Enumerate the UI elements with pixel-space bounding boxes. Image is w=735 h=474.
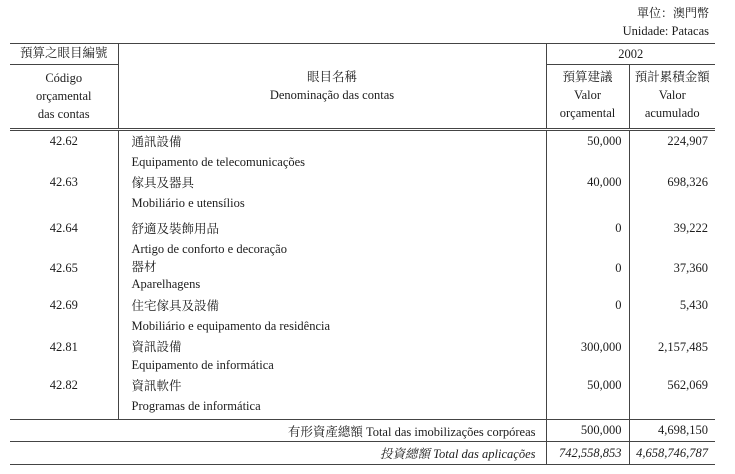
accum-header-pt-2: acumulado (644, 106, 700, 120)
table-row (10, 215, 715, 259)
header-row-year (10, 44, 715, 65)
table-row (10, 296, 715, 338)
code-header-pt-2: orçamental (35, 89, 92, 103)
row-code: 42.64 (49, 220, 78, 235)
budget-header-pt-1: Valor (573, 88, 602, 102)
subtotal-budget: 500,000 (546, 420, 629, 442)
row-name (118, 215, 546, 259)
row-name-zh: 通訊設備 (131, 135, 182, 149)
row-name-pt: Mobiliário e utensílios (131, 195, 245, 210)
table-row (10, 338, 715, 376)
row-accum: 698,326 (629, 173, 715, 215)
row-code: 42.81 (49, 339, 78, 354)
row-name-pt: Equipamento de informática (131, 357, 274, 372)
row-budget: 50,000 (546, 376, 629, 420)
row-name-zh: 舒適及裝飾用品 (131, 221, 220, 236)
name-header-zh: 眼目名稱 (306, 70, 357, 84)
table-row (10, 130, 715, 173)
row-name-zh: 資訊軟件 (131, 378, 182, 393)
row-code: 42.82 (49, 377, 78, 392)
row-name-pt: Mobiliário e equipamento da residência (131, 318, 331, 333)
row-name (118, 130, 546, 173)
row-name-zh: 器材 (131, 259, 157, 274)
code-header-pt-3: das contas (37, 107, 90, 121)
row-code: 42.62 (49, 134, 78, 148)
budget-header-pt-2: orçamental (559, 106, 616, 120)
budget-table (10, 43, 715, 465)
row-name-pt: Artigo de conforto e decoração (131, 241, 287, 256)
row-name-pt: Equipamento de telecomunicações (131, 155, 306, 169)
total-budget: 742,558,853 (546, 442, 629, 465)
row-budget: 300,000 (546, 338, 629, 376)
accum-header-zh: 預計累積金額 (634, 70, 710, 84)
year-header: 2002 (546, 44, 715, 65)
row-name (118, 376, 546, 420)
row-code: 42.65 (49, 260, 78, 275)
row-budget: 0 (546, 296, 629, 338)
subtotal-row (10, 420, 715, 442)
name-header (118, 44, 546, 130)
name-header-pt: Denominação das contas (269, 88, 395, 102)
account-rows (10, 130, 715, 420)
row-name (118, 259, 546, 296)
accum-header-pt-1: Valor (658, 88, 686, 102)
code-header-zh: 預算之眼目編號 (10, 44, 118, 65)
budget-header-zh: 預算建議 (562, 70, 613, 84)
row-budget: 50,000 (546, 130, 629, 173)
row-budget: 40,000 (546, 173, 629, 215)
unit-label-pt: Unidade: Patacas (622, 24, 709, 38)
row-accum: 37,360 (629, 259, 715, 296)
accum-header (629, 65, 715, 130)
row-budget: 0 (546, 215, 629, 259)
total-label: 投資總額 Total das aplicações (10, 442, 546, 465)
subtotal-label: 有形資產總額 Total das imobilizações corpóreas (10, 420, 546, 442)
row-accum: 39,222 (629, 215, 715, 259)
row-accum: 224,907 (629, 130, 715, 173)
unit-label-zh: 單位：澳門幣 (636, 6, 709, 20)
row-name-zh: 住宅傢具及設備 (131, 298, 220, 313)
code-header (10, 44, 118, 130)
row-name-pt: Programas de informática (131, 398, 261, 413)
row-code: 42.69 (49, 297, 78, 312)
row-name-zh: 資訊設備 (131, 339, 182, 354)
row-accum: 2,157,485 (629, 338, 715, 376)
row-name-zh: 傢具及器具 (131, 175, 195, 190)
table-row (10, 376, 715, 420)
row-accum: 5,430 (629, 296, 715, 338)
table-row (10, 259, 715, 296)
total-row (10, 442, 715, 465)
subtotal-accum: 4,698,150 (629, 420, 715, 442)
row-name (118, 338, 546, 376)
budget-header (546, 65, 629, 130)
row-name (118, 173, 546, 215)
table-row (10, 173, 715, 215)
total-accum: 4,658,746,787 (629, 442, 715, 465)
row-budget: 0 (546, 259, 629, 296)
code-header-pt-1: Código (45, 71, 83, 85)
row-name-pt: Aparelhagens (131, 276, 201, 291)
row-accum: 562,069 (629, 376, 715, 420)
row-name (118, 296, 546, 338)
row-code: 42.63 (49, 174, 78, 189)
